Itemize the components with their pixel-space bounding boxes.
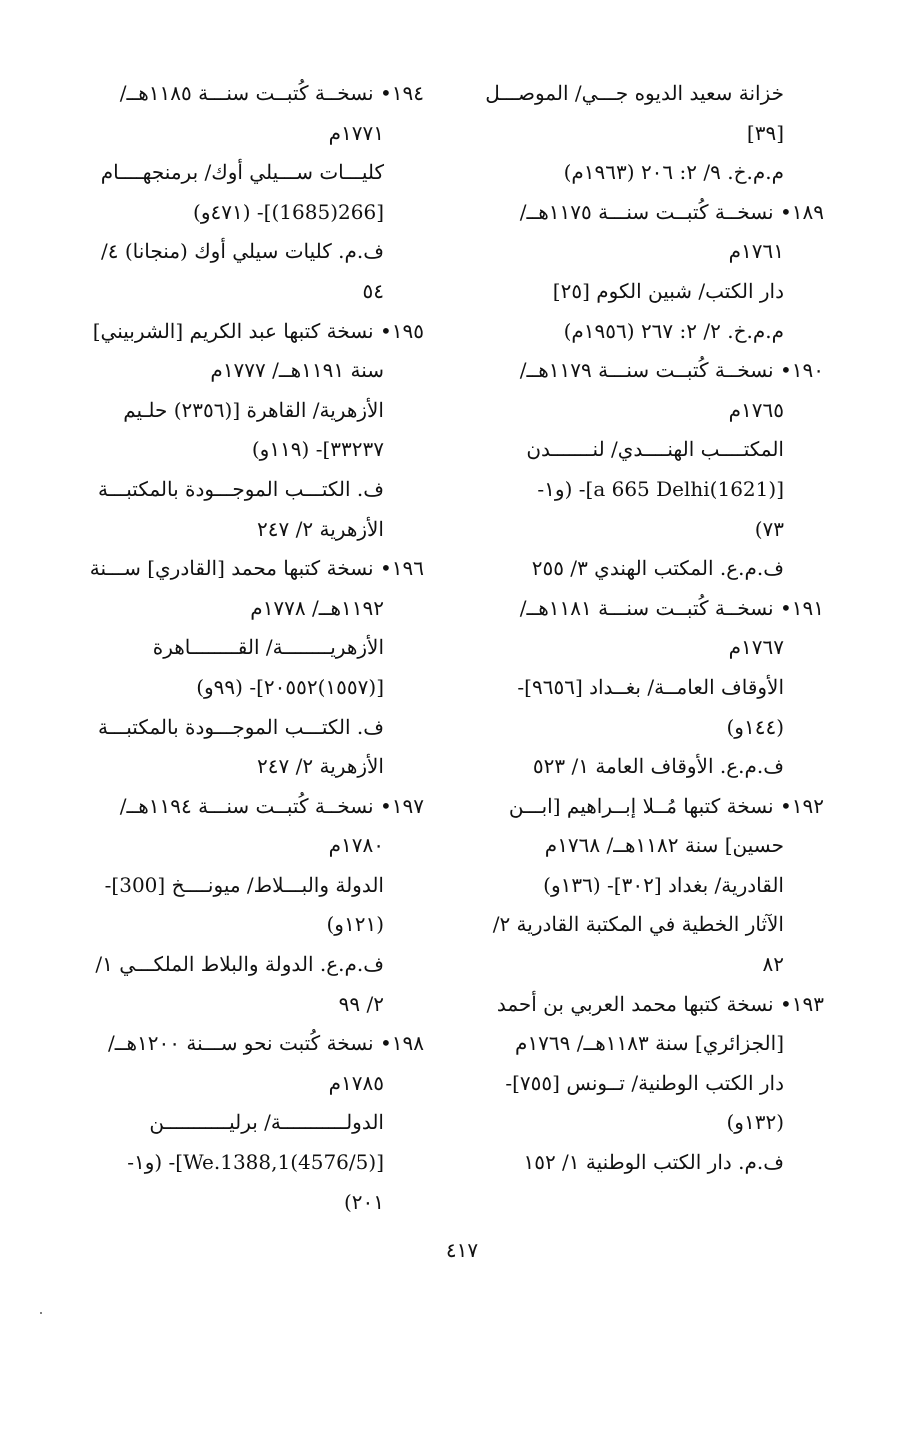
text-line: الأزهرية/ القاهرة [(٢٣٥٦) حلـيم: [123, 397, 384, 422]
text-line: ف. الكتـــب الموجـــودة بالمكتبـــة: [97, 476, 384, 501]
text-line: ف. الكتـــب الموجـــودة بالمكتبـــة: [97, 714, 384, 739]
entry-heading-line: ١٩٢• نسخة كتبها مُــلا إبــراهيم [ابـــن: [508, 793, 824, 818]
text-line: م.م.خ. ٩/ ٢: ٢٠٦ (١٩٦٣م): [563, 160, 784, 185]
text-line: ٥٤: [362, 278, 384, 303]
text-line: [الجزائري] سنة ١١٨٣هــ/ ١٧٦٩م: [515, 1031, 784, 1056]
entry-heading-line: ١٩٥• نسخة كتبها عبد الكريم [الشربيني]: [92, 318, 424, 343]
text-line: (١٤٤و): [726, 714, 784, 739]
text-line: ١٧٦١م: [728, 239, 784, 264]
text-line: ف.م.ع. الدولة والبلاط الملكـــي ١/: [95, 952, 384, 977]
text-line: [(١٥٥٧)٢٠٥٥٢]- (٩٩و): [196, 674, 384, 699]
text-line: م.م.خ. ٢/ ٢: ٢٦٧ (١٩٥٦م): [563, 318, 784, 343]
text-line: القادرية/ بغداد [٣٠٢]- (١٣٦و): [543, 872, 784, 897]
page-number: ٤١٧: [445, 1238, 479, 1262]
column-right: [479, 74, 824, 1183]
text-line: الدولـــــــــــة/ برليـــــــــــن: [149, 1110, 384, 1135]
text-line: ٢/ ٩٩: [338, 991, 384, 1016]
text-line: المكتــــب الهنــــدي/ لنـــــــدن: [526, 437, 784, 462]
text-line: ف.م. دار الكتب الوطنية ١/ ١٥٢: [523, 1150, 784, 1175]
text-line: الأوقاف العامــة/ بغــداد [٩٦٥٦]-: [517, 674, 784, 699]
entry-heading-line: ١٩٨• نسخة كُتبت نحو ســـنة ١٢٠٠هــ/: [108, 1031, 424, 1056]
text-line: (١٣٢و): [726, 1110, 784, 1135]
text-line: ١٧٦٧م: [728, 635, 784, 660]
scan-speck: [40, 1312, 42, 1314]
text-line: (١٢١و): [326, 912, 384, 937]
text-line: الآثار الخطية في المكتبة القادرية ٢/: [492, 912, 784, 937]
entry-heading-line: ١٨٩• نسخــة كُتبــت سنـــة ١١٧٥هــ/: [519, 199, 824, 224]
text-line: دار الكتب/ شبين الكوم [٢٥]: [552, 278, 784, 303]
text-line: ٨٢: [762, 952, 784, 977]
text-line: ٣٣٢٣٧]- (١١٩و): [251, 437, 384, 462]
text-line: [a 665 Delhi(1621)]- (و١-: [537, 476, 784, 501]
text-line: الأزهريــــــــة/ القــــــــاهرة: [152, 635, 384, 660]
text-line: ١٧٨٠م: [328, 833, 384, 858]
text-line: ١١٩٢هــ/ ١٧٧٨م: [250, 595, 384, 620]
entry-heading-line: ١٩٦• نسخة كتبها محمد [القادري] ســـنة: [89, 556, 424, 581]
text-line: ١٧٧١م: [328, 120, 384, 145]
text-line: ٢٠١): [343, 1189, 384, 1214]
text-line: [٣٩]: [746, 120, 784, 145]
text-line: ٧٣): [754, 516, 784, 541]
text-line: [We.1388,1(4576/5)]- (و١-: [127, 1150, 384, 1175]
text-line: حسين] سنة ١١٨٢هــ/ ١٧٦٨م: [544, 833, 784, 858]
column-left: [79, 74, 424, 1222]
text-line: دار الكتب الوطنية/ تــونس [٧٥٥]-: [505, 1070, 784, 1095]
text-line: ف.م. كليات سيلي أوك (منجانا) ٤/: [100, 239, 384, 264]
text-line: الدولة والبـــلاط/ ميونــــخ [300]-: [104, 872, 384, 897]
text-line: [266(1685)]- (٤٧١و): [193, 199, 384, 224]
text-line: خزانة سعيد الديوه جـــي/ الموصـــل: [485, 81, 784, 105]
text-line: كليـــات ســـيلي أوك/ برمنجهــــام: [100, 160, 384, 185]
text-line: ف.م.ع. الأوقاف العامة ١/ ٥٢٣: [532, 754, 784, 779]
text-line: ١٧٨٥م: [328, 1070, 384, 1095]
entry-heading-line: ١٩٠• نسخــة كُتبــت سنـــة ١١٧٩هــ/: [519, 358, 824, 383]
entry-heading-line: ١٩٤• نسخــة كُتبــت سنـــة ١١٨٥هــ/: [119, 81, 424, 105]
entry-heading-line: ١٩١• نسخــة كُتبــت سنـــة ١١٨١هــ/: [519, 595, 824, 620]
text-line: سنة ١١٩١هــ/ ١٧٧٧م: [210, 358, 384, 383]
text-line: الأزهرية ٢/ ٢٤٧: [257, 516, 384, 541]
entry-heading-line: ١٩٣• نسخة كتبها محمد العربي بن أحمد: [496, 991, 824, 1016]
text-line: ١٧٦٥م: [728, 397, 784, 422]
text-line: الأزهرية ٢/ ٢٤٧: [257, 754, 384, 779]
text-line: ف.م.ع. المكتب الهندي ٣/ ٢٥٥: [531, 556, 784, 581]
entry-heading-line: ١٩٧• نسخــة كُتبــت سنـــة ١١٩٤هــ/: [119, 793, 424, 818]
